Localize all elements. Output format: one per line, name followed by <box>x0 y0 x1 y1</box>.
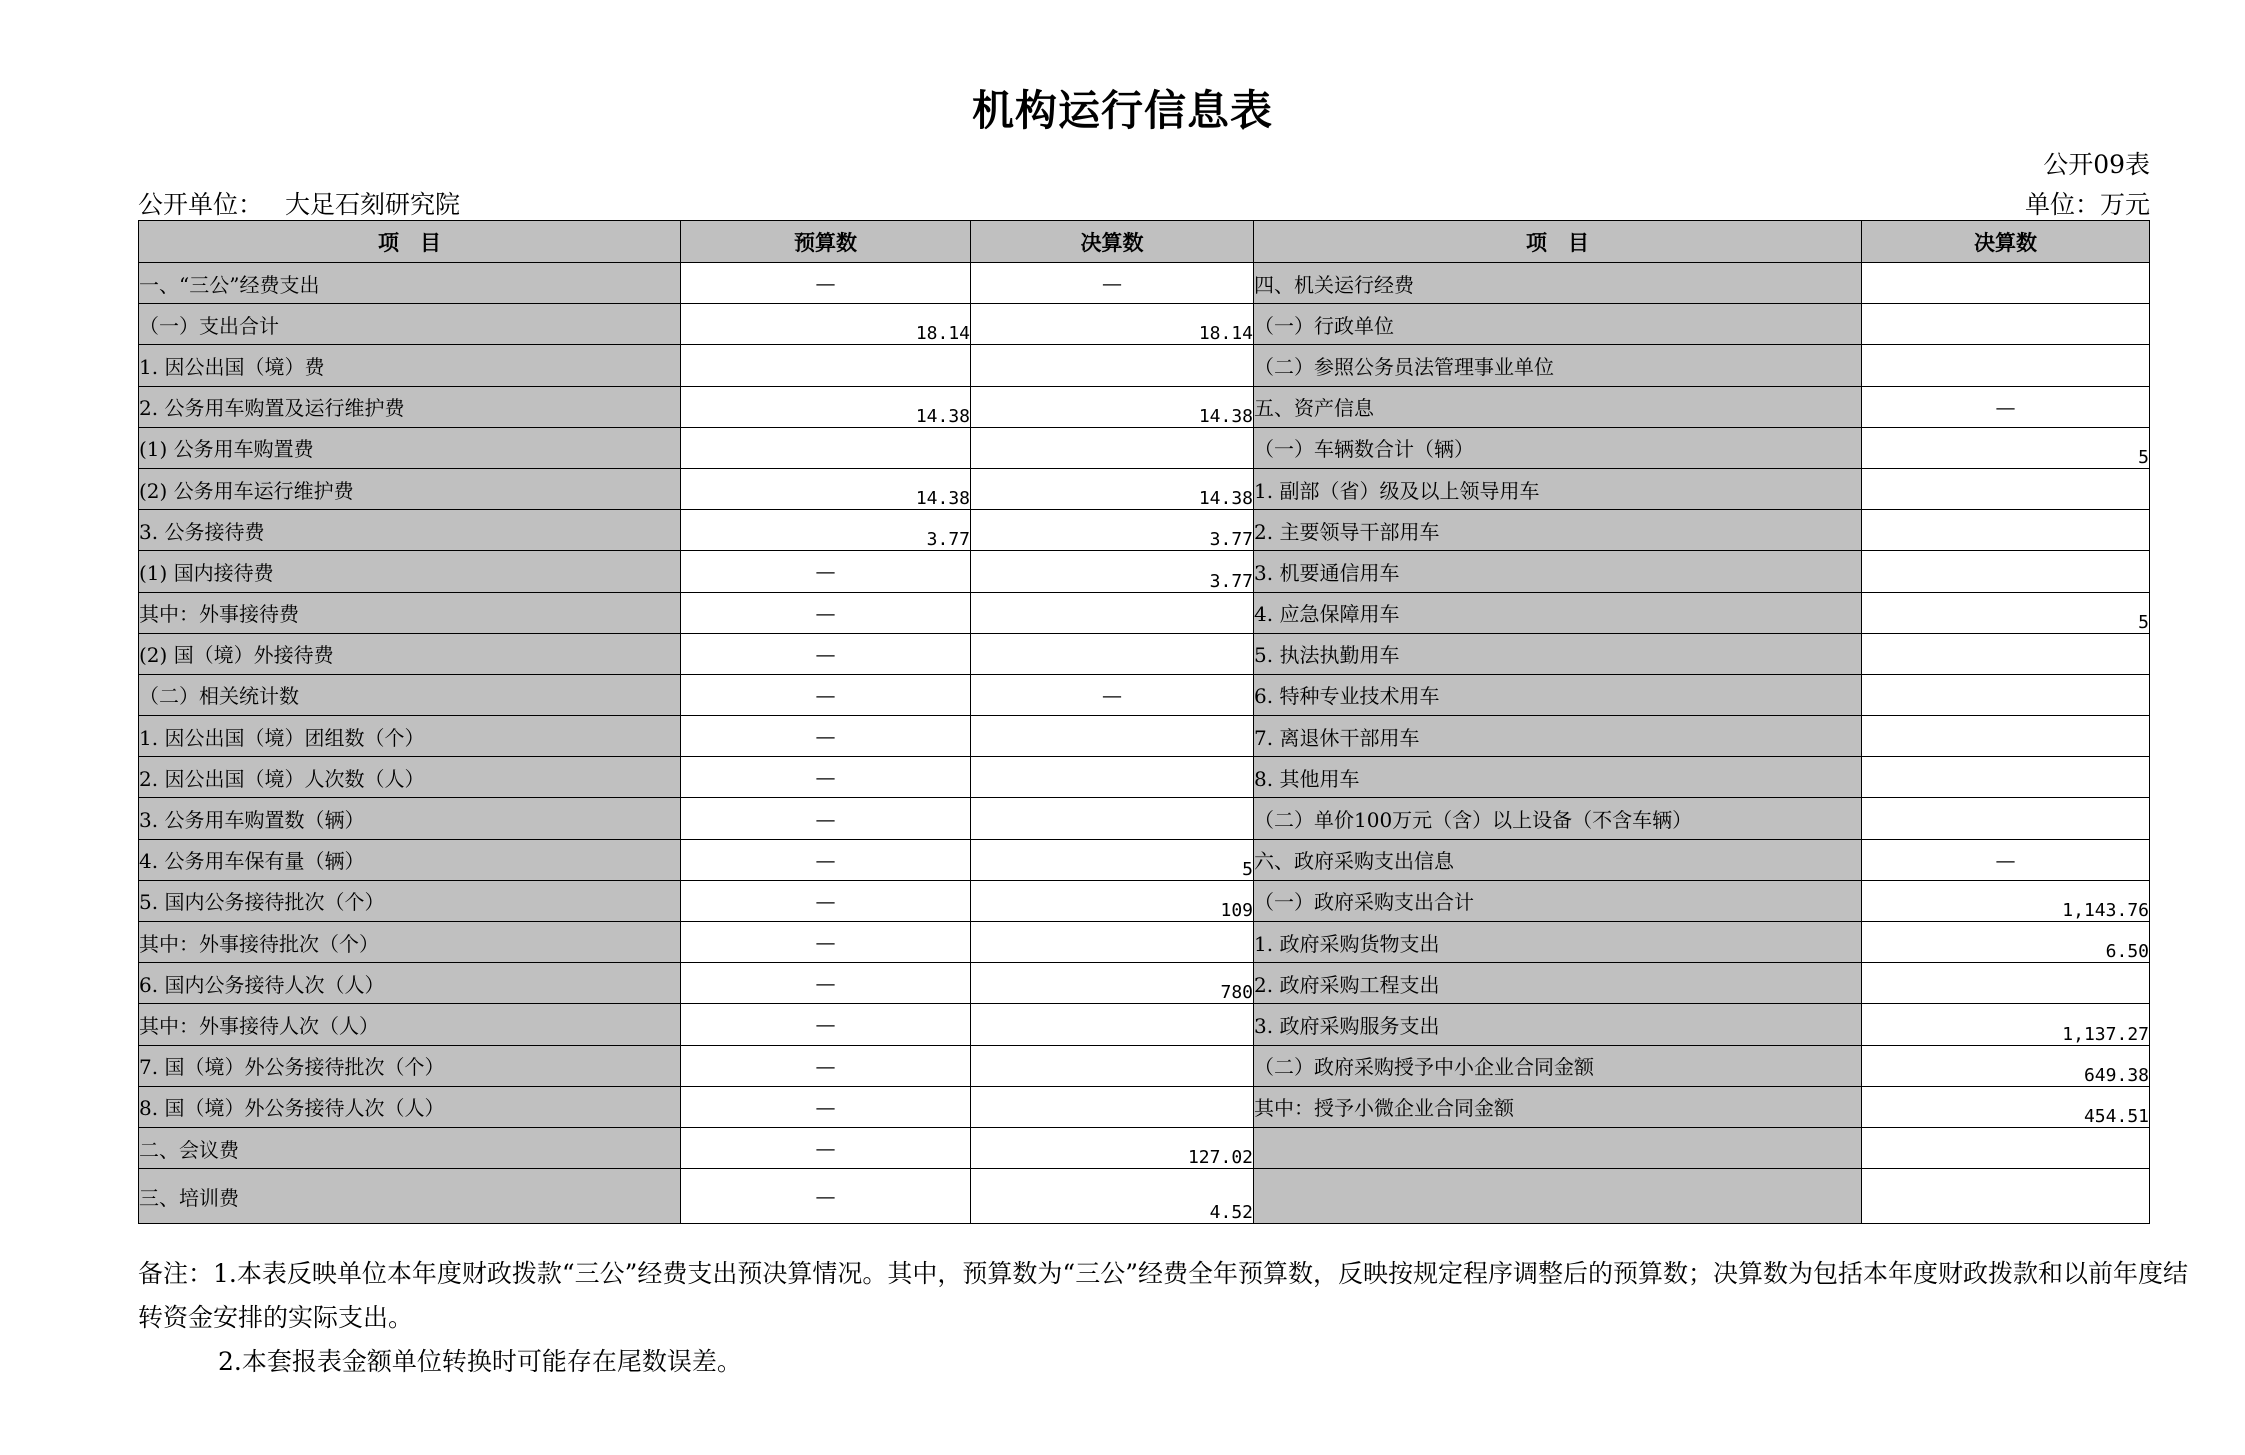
row-item-right: 7. 离退休干部用车 <box>1254 716 1862 757</box>
row-budget-value: — <box>681 963 971 1004</box>
row-final-value: — <box>971 263 1254 304</box>
row-item-right <box>1254 1127 1862 1168</box>
row-budget-value <box>681 345 971 386</box>
table-row <box>139 468 2150 509</box>
row-item-right: 四、机关运行经费 <box>1254 263 1862 304</box>
row-final-value: 127.02 <box>971 1127 1254 1168</box>
table-row <box>139 922 2150 963</box>
row-item-left: (1) 公务用车购置费 <box>139 427 681 468</box>
table-row <box>139 716 2150 757</box>
row-final-value: 5 <box>971 839 1254 880</box>
table-row <box>139 304 2150 345</box>
row-item-right: （一）行政单位 <box>1254 304 1862 345</box>
note-1: 备注：1.本表反映单位本年度财政拨款“三公”经费支出预决算情况。其中，预算数为“三公”经费全年预算数，反映按规定程序调整后的预算数；决算数为包括本年度财政拨款和以前年度结转资金安排的实际支出。 <box>138 1259 2188 1332</box>
row-budget-value: — <box>681 1169 971 1224</box>
row-item-left: 7. 国（境）外公务接待批次（个） <box>139 1045 681 1086</box>
table-row <box>139 263 2150 304</box>
row-final-right-value: — <box>1862 386 2150 427</box>
table-row <box>139 963 2150 1004</box>
page-title: 机构运行信息表 <box>971 86 1273 135</box>
row-final-value: — <box>971 674 1254 715</box>
row-final-right-value <box>1862 345 2150 386</box>
row-item-left: （二）相关统计数 <box>139 674 681 715</box>
reporting-unit-name: 大足石刻研究院 <box>285 190 461 219</box>
table-row <box>139 1004 2150 1045</box>
row-budget-value: — <box>681 922 971 963</box>
row-final-value <box>971 798 1254 839</box>
header-item-left: 项 目 <box>139 221 681 263</box>
table-row <box>139 345 2150 386</box>
row-final-right-value: 454.51 <box>1862 1086 2150 1127</box>
table-row <box>139 427 2150 468</box>
row-item-right: 五、资产信息 <box>1254 386 1862 427</box>
table-row <box>139 1127 2150 1168</box>
row-item-right: 6. 特种专业技术用车 <box>1254 674 1862 715</box>
row-item-left: 二、会议费 <box>139 1127 681 1168</box>
row-budget-value: — <box>681 880 971 921</box>
row-final-value <box>971 1004 1254 1045</box>
table-row <box>139 798 2150 839</box>
row-final-right-value: 6.50 <box>1862 922 2150 963</box>
row-final-right-value <box>1862 633 2150 674</box>
row-item-left: 1. 因公出国（境）费 <box>139 345 681 386</box>
row-final-value: 4.52 <box>971 1169 1254 1224</box>
row-budget-value: 14.38 <box>681 386 971 427</box>
row-final-right-value <box>1862 757 2150 798</box>
row-item-left: 4. 公务用车保有量（辆） <box>139 839 681 880</box>
row-item-left: 其中：外事接待费 <box>139 592 681 633</box>
row-final-value <box>971 1086 1254 1127</box>
table-row <box>139 551 2150 592</box>
row-final-value <box>971 716 1254 757</box>
row-final-right-value: — <box>1862 839 2150 880</box>
row-budget-value: — <box>681 716 971 757</box>
row-budget-value: — <box>681 757 971 798</box>
table-row <box>139 757 2150 798</box>
row-item-right: 5. 执法执勤用车 <box>1254 633 1862 674</box>
row-item-right: 8. 其他用车 <box>1254 757 1862 798</box>
row-item-right: （二）政府采购授予中小企业合同金额 <box>1254 1045 1862 1086</box>
table-row <box>139 1086 2150 1127</box>
row-final-right-value <box>1862 1169 2150 1224</box>
row-final-right-value: 1,143.76 <box>1862 880 2150 921</box>
row-item-right: 其中：授予小微企业合同金额 <box>1254 1086 1862 1127</box>
row-final-right-value <box>1862 304 2150 345</box>
notes <box>138 1252 2208 1384</box>
table-row <box>139 1045 2150 1086</box>
row-item-left: 一、“三公”经费支出 <box>139 263 681 304</box>
row-item-right <box>1254 1169 1862 1224</box>
table-row <box>139 386 2150 427</box>
row-budget-value: — <box>681 1045 971 1086</box>
money-unit: 单位：万元 <box>2024 190 2150 219</box>
row-item-left: 2. 因公出国（境）人次数（人） <box>139 757 681 798</box>
row-budget-value: — <box>681 551 971 592</box>
row-final-value <box>971 427 1254 468</box>
row-item-left: 其中：外事接待人次（人） <box>139 1004 681 1045</box>
row-item-left: 3. 公务接待费 <box>139 510 681 551</box>
row-budget-value: — <box>681 633 971 674</box>
row-budget-value: 3.77 <box>681 510 971 551</box>
reporting-unit-label: 公开单位： <box>138 190 264 219</box>
row-final-value <box>971 1045 1254 1086</box>
header-item-right: 项 目 <box>1254 221 1862 263</box>
reporting-unit <box>138 185 460 221</box>
note-2: 2.本套报表金额单位转换时可能存在尾数误差。 <box>218 1347 742 1376</box>
row-final-value <box>971 633 1254 674</box>
table-row <box>139 674 2150 715</box>
row-budget-value <box>681 427 971 468</box>
header-budget: 预算数 <box>681 221 971 263</box>
row-final-right-value <box>1862 468 2150 509</box>
header-final-left: 决算数 <box>971 221 1254 263</box>
row-budget-value: 18.14 <box>681 304 971 345</box>
row-item-right: （一）车辆数合计（辆） <box>1254 427 1862 468</box>
row-final-value: 3.77 <box>971 551 1254 592</box>
row-budget-value: — <box>681 263 971 304</box>
row-item-left: 其中：外事接待批次（个） <box>139 922 681 963</box>
row-item-left: 1. 因公出国（境）团组数（个） <box>139 716 681 757</box>
row-final-right-value <box>1862 674 2150 715</box>
row-item-right: 3. 机要通信用车 <box>1254 551 1862 592</box>
row-item-left: 8. 国（境）外公务接待人次（人） <box>139 1086 681 1127</box>
row-final-value: 3.77 <box>971 510 1254 551</box>
row-final-right-value <box>1862 551 2150 592</box>
info-table <box>138 220 2150 1224</box>
row-final-right-value: 5 <box>1862 427 2150 468</box>
row-budget-value: — <box>681 839 971 880</box>
row-final-right-value: 1,137.27 <box>1862 1004 2150 1045</box>
row-budget-value: — <box>681 1127 971 1168</box>
row-item-left: 6. 国内公务接待人次（人） <box>139 963 681 1004</box>
row-item-right: 2. 主要领导干部用车 <box>1254 510 1862 551</box>
row-item-right: （二）单价100万元（含）以上设备（不含车辆） <box>1254 798 1862 839</box>
table-header-row <box>139 221 2150 263</box>
row-final-right-value <box>1862 263 2150 304</box>
row-budget-value: — <box>681 798 971 839</box>
row-item-right: 1. 政府采购货物支出 <box>1254 922 1862 963</box>
row-final-right-value <box>1862 716 2150 757</box>
row-budget-value: — <box>681 1004 971 1045</box>
row-final-value: 109 <box>971 880 1254 921</box>
row-final-right-value <box>1862 510 2150 551</box>
row-budget-value: — <box>681 674 971 715</box>
table-row <box>139 633 2150 674</box>
row-item-left: 3. 公务用车购置数（辆） <box>139 798 681 839</box>
row-item-right: （二）参照公务员法管理事业单位 <box>1254 345 1862 386</box>
row-item-left: 三、培训费 <box>139 1169 681 1224</box>
row-budget-value: 14.38 <box>681 468 971 509</box>
row-item-right: 六、政府采购支出信息 <box>1254 839 1862 880</box>
row-final-value: 14.38 <box>971 468 1254 509</box>
row-item-right: 3. 政府采购服务支出 <box>1254 1004 1862 1045</box>
row-final-right-value: 649.38 <box>1862 1045 2150 1086</box>
table-row <box>139 510 2150 551</box>
row-final-value: 780 <box>971 963 1254 1004</box>
row-final-right-value <box>1862 798 2150 839</box>
row-budget-value: — <box>681 1086 971 1127</box>
table-row <box>139 839 2150 880</box>
row-final-value <box>971 345 1254 386</box>
row-final-value <box>971 922 1254 963</box>
row-item-right: 1. 副部（省）级及以上领导用车 <box>1254 468 1862 509</box>
row-item-right: （一）政府采购支出合计 <box>1254 880 1862 921</box>
form-number: 公开09表 <box>2043 150 2150 179</box>
header-final-right: 决算数 <box>1862 221 2150 263</box>
row-final-value <box>971 757 1254 798</box>
row-item-left: 5. 国内公务接待批次（个） <box>139 880 681 921</box>
row-item-left: 2. 公务用车购置及运行维护费 <box>139 386 681 427</box>
row-final-value: 18.14 <box>971 304 1254 345</box>
row-budget-value: — <box>681 592 971 633</box>
row-item-left: (2) 国（境）外接待费 <box>139 633 681 674</box>
row-item-left: (1) 国内接待费 <box>139 551 681 592</box>
row-final-right-value: 5 <box>1862 592 2150 633</box>
row-item-left: (2) 公务用车运行维护费 <box>139 468 681 509</box>
table-row <box>139 1169 2150 1224</box>
row-final-value <box>971 592 1254 633</box>
row-final-value: 14.38 <box>971 386 1254 427</box>
row-item-right: 2. 政府采购工程支出 <box>1254 963 1862 1004</box>
row-final-right-value <box>1862 963 2150 1004</box>
row-item-right: 4. 应急保障用车 <box>1254 592 1862 633</box>
table-row <box>139 880 2150 921</box>
table-row <box>139 592 2150 633</box>
row-final-right-value <box>1862 1127 2150 1168</box>
row-item-left: （一）支出合计 <box>139 304 681 345</box>
